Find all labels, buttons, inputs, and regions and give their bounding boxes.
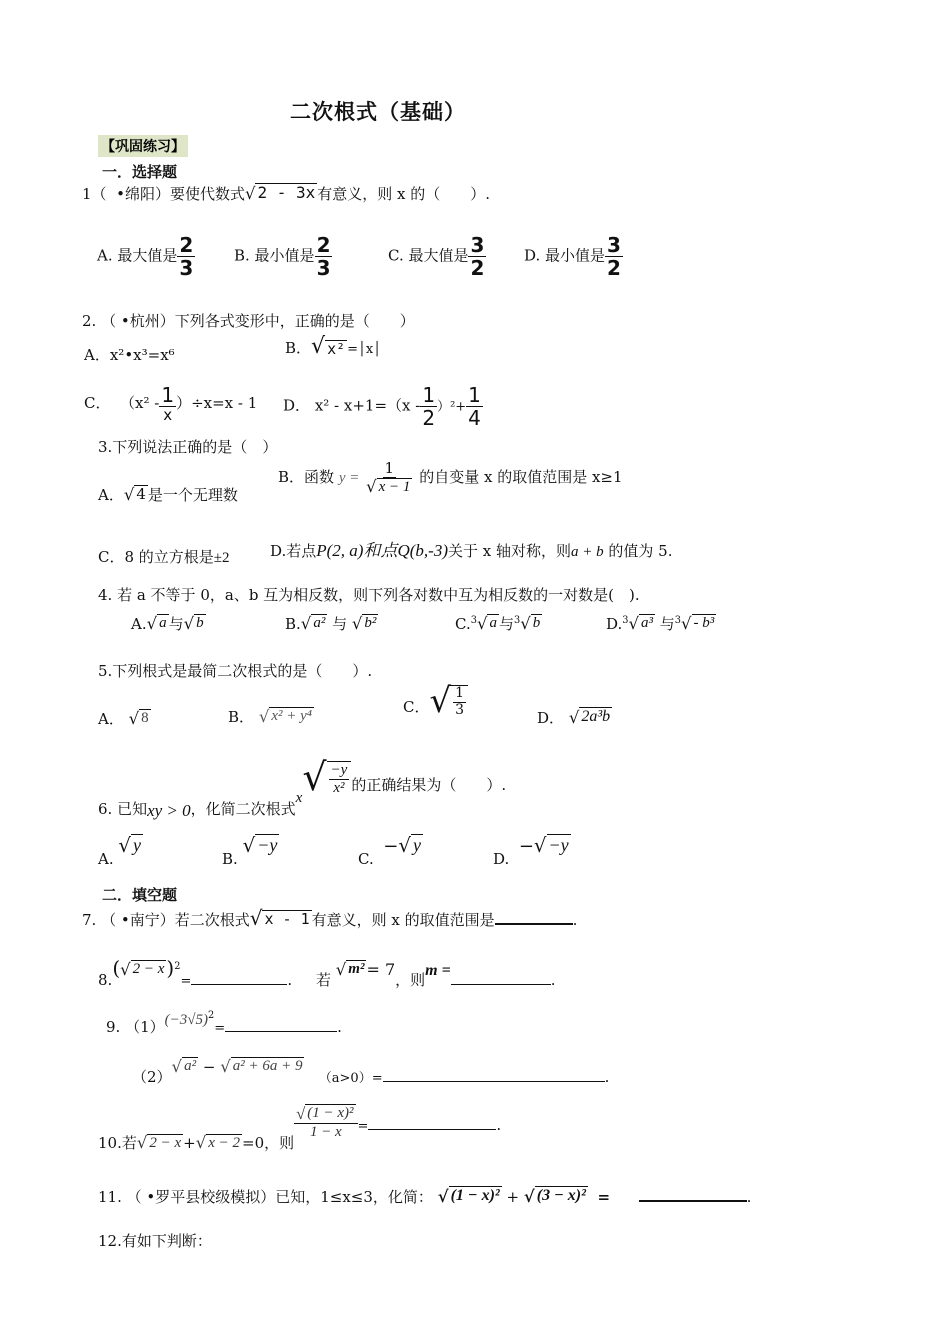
question-9-part-2: （2） √ a² − √ a² + 6a + 9 （a>0）= . [132,1057,610,1086]
question-6-option-d[interactable]: D. − √ −y [493,833,569,868]
question-1-option-d[interactable]: D. 最小值是 $\frac{3}{2}$ [524,233,621,280]
question-1-option-b[interactable]: B. 最小值是 $\frac{2}{3}$ [234,233,331,280]
question-11: 11. （ •罗平县校级模拟）已知，1≤x≤3，化简： √ (1 − x)² + √ (3 − x)² = . [98,1187,752,1206]
answer-blank-11[interactable] [639,1200,747,1202]
question-1-option-a[interactable]: A. 最大值是 $\frac{2}{3}$ [97,233,194,280]
question-2-option-d[interactable]: D． x² - x+1=（x - $\frac{1}{2}$ ）²+ $\frac{1}{4}$ [283,383,481,430]
page-title: 二次根式（基础） [290,100,466,124]
answer-blank-8b[interactable] [451,984,551,985]
section-choice: 一．选择题 [102,163,178,181]
question-7: 7. （ •南宁）若二次根式 √ x - 1 有意义，则 x 的取值范围是 . [82,906,578,930]
question-4-option-a[interactable]: A. √ a 与 √ b [131,614,204,633]
question-12-stem: 12.有如下判断： [98,1232,212,1250]
question-3-option-b[interactable]: B．函数 y = 1 √ x − 1 的自变量 x 的取值范围是 x≥1 [278,459,623,497]
question-10: 10.若 √ 2 − x + √ x − 2 =0，则 √ (1 − x)² 1 − x = . [98,1103,502,1153]
question-4-option-c[interactable]: C.$^3$ √ a 与$^3$ √ b [455,614,541,633]
practice-tag: 【巩固练习】 [98,135,188,157]
question-3-option-c[interactable]: C．8 的立方根是±2 [98,548,230,566]
question-8: 8.( √ 2 − x )$^2$= . 若 √ m² = 7，则m =. [98,956,556,989]
question-6-option-a[interactable]: A. √ y [98,833,141,868]
question-6-option-c[interactable]: C. − √ y [358,833,421,868]
question-1-stem: 1（ •绵阳）要使代数式 √ 2 - 3x 有意义，则 x 的（ ）. [82,183,491,203]
question-9-part-1: 9. $(1)(-3√5)^2=$ . [106,1010,342,1036]
question-5-stem: 5.下列根式是最简二次根式的是（ ）. [98,662,373,680]
answer-blank-7[interactable] [495,923,573,925]
question-1-option-c[interactable]: C. 最大值是 $\frac{3}{2}$ [388,233,485,280]
question-6-stem: 6. 已知xy > 0，化简二次根式x √ $\frac{-y}{\text{x²}}$ 的正确结果为（ ）. [98,755,507,820]
question-4-option-b[interactable]: B. √ a² 与 √ b² [285,614,377,633]
answer-blank-10[interactable] [368,1129,496,1130]
question-2-option-a[interactable]: A．x²•x³=x⁶ [84,346,175,364]
question-5-option-d[interactable]: D． √ 2a³b [537,708,611,727]
question-2-option-b[interactable]: B． √ x² =│x│ [285,334,382,359]
answer-blank-9a[interactable] [225,1031,337,1032]
question-3-option-a[interactable]: A． √ 4 是一个无理数 [98,485,238,504]
question-4-stem: 4. 若 a 不等于 0，a、b 互为相反数，则下列各对数中互为相反数的一对数是( ). [98,586,640,604]
question-3-stem: 3.下列说法正确的是（ ） [98,438,278,456]
question-2-stem: 2. （ •杭州）下列各式变形中，正确的是（ ） [82,312,415,330]
answer-blank-9b[interactable] [383,1081,605,1082]
answer-blank-8a[interactable] [191,984,287,985]
question-4-option-d[interactable]: D.$^3$ √ a³ 与$^3$ √ - b³ [606,614,715,633]
question-5-option-c[interactable]: C． √ $\frac{1}{3}$ [403,684,468,718]
question-2-option-c[interactable]: C． （x² - $\frac{1}{x}$ ）÷x=x - 1 [84,383,258,424]
section-fill: 二．填空题 [102,886,178,904]
question-5-option-b[interactable]: B． √ x² + y⁴ [228,707,312,726]
question-5-option-a[interactable]: A． √ 8 [98,709,149,728]
question-3-option-d[interactable]: D.若点P(2, a)和点Q(b,-3)关于 x 轴对称，则a + b 的值为 5. [270,541,673,560]
question-6-option-b[interactable]: B. √ −y [222,833,278,868]
